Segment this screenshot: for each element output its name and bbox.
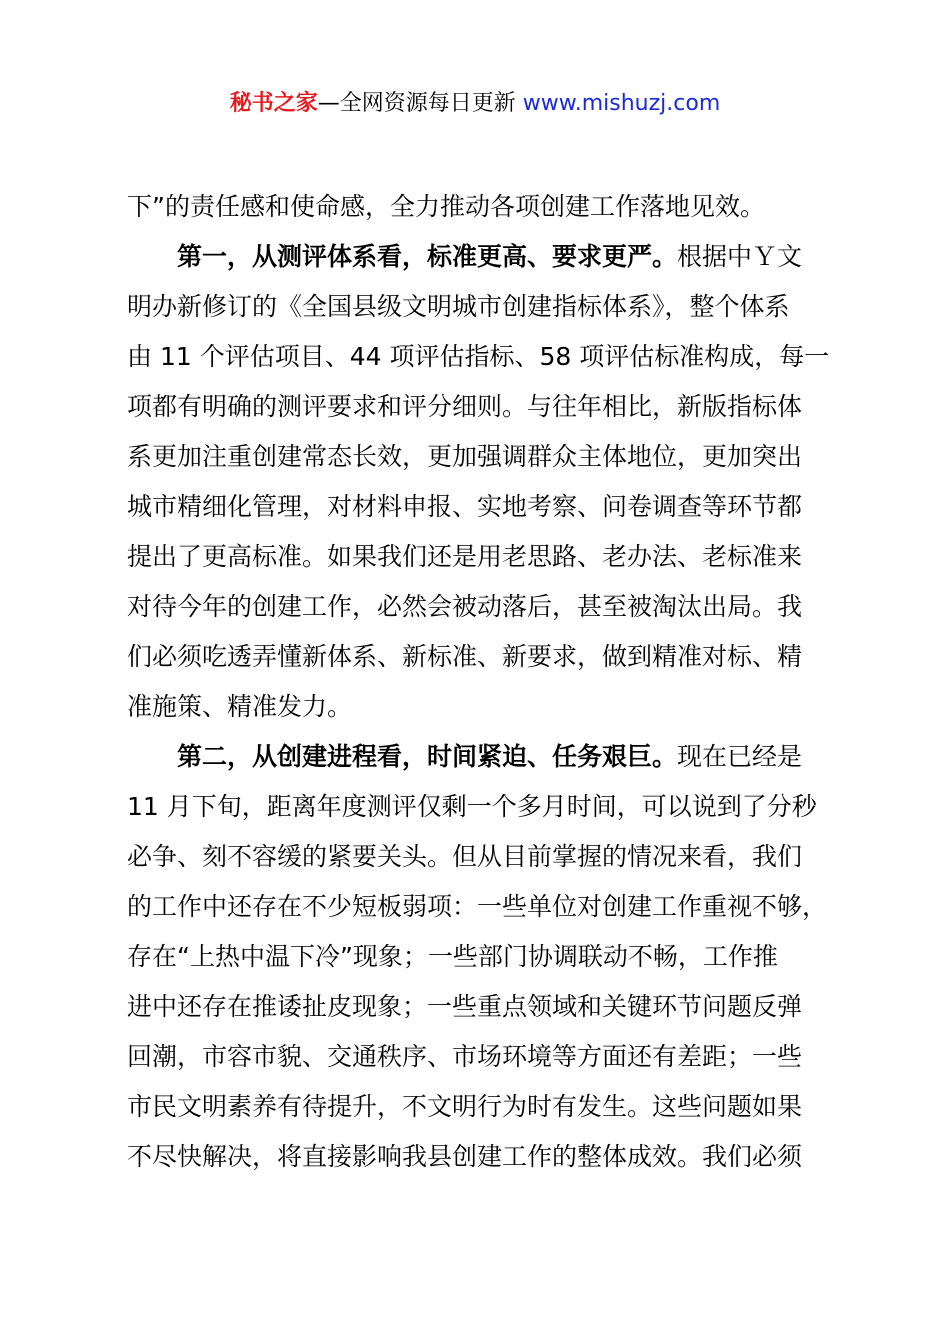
text-line: 们必须吃透弄懂新体系、新标准、新要求，做到精准对标、精: [127, 642, 803, 671]
site-url[interactable]: www.mishuzj.com: [522, 91, 721, 116]
paragraph-second-point: [127, 732, 857, 1182]
text-line: 提出了更高标准。如果我们还是用老思路、老办法、老标准来: [127, 542, 803, 571]
paragraph-first-point: [127, 232, 857, 732]
text-line: 明办新修订的《全国县级文明城市创建指标体系》，整个体系: [127, 292, 790, 321]
text-line: 下”的责任感和使命感，全力推动各项创建工作落地见效。: [127, 192, 765, 221]
text-line: 准施策、精准发力。: [127, 692, 353, 721]
text-line: 的工作中还存在不少短板弱项：一些单位对创建工作重视不够，: [127, 892, 828, 921]
text-line: 对待今年的创建工作，必然会被动落后，甚至被淘汰出局。我: [127, 592, 803, 621]
text-line: [127, 232, 857, 282]
paragraph-lead: 第二，从创建进程看，时间紧迫、任务艰巨。: [177, 742, 678, 771]
text-line: 11 月下旬，距离年度测评仅剩一个多月时间，可以说到了分秒: [127, 792, 817, 821]
text-line: 市民文明素养有待提升，不文明行为时有发生。这些问题如果: [127, 1092, 803, 1121]
text-line: 回潮，市容市貌、交通秩序、市场环境等方面还有差距；一些: [127, 1042, 803, 1071]
text-line: [127, 732, 857, 782]
text-line: 由 11 个评估项目、44 项评估指标、58 项评估标准构成，每一: [127, 342, 830, 371]
text-line: 必争、刻不容缓的紧要关头。但从目前掌握的情况来看，我们: [127, 842, 803, 871]
paragraph-text: 根据中Ｙ文: [677, 242, 803, 271]
paragraph-continuation: [127, 182, 857, 232]
paragraph-lead: 第一，从测评体系看，标准更高、要求更严。: [177, 242, 678, 271]
brand-name: 秘书之家: [229, 91, 318, 116]
text-line: 进中还存在推诿扯皮现象；一些重点领域和关键环节问题反弹: [127, 992, 803, 1021]
text-line: 系更加注重创建常态长效，更加强调群众主体地位，更加突出: [127, 442, 803, 471]
text-line: 城市精细化管理，对材料申报、实地考察、问卷调查等环节都: [127, 492, 803, 521]
paragraph-text: 现在已经是: [677, 742, 803, 771]
text-line: 项都有明确的测评要求和评分细则。与往年相比，新版指标体: [127, 392, 803, 421]
text-line: 存在“上热中温下冷”现象；一些部门协调联动不畅，工作推: [127, 942, 778, 971]
watermark-header: [0, 88, 950, 120]
header-tagline: —全网资源每日更新: [317, 91, 516, 116]
document-body: [127, 182, 857, 1182]
text-line: 不尽快解决，将直接影响我县创建工作的整体成效。我们必须: [127, 1142, 803, 1171]
